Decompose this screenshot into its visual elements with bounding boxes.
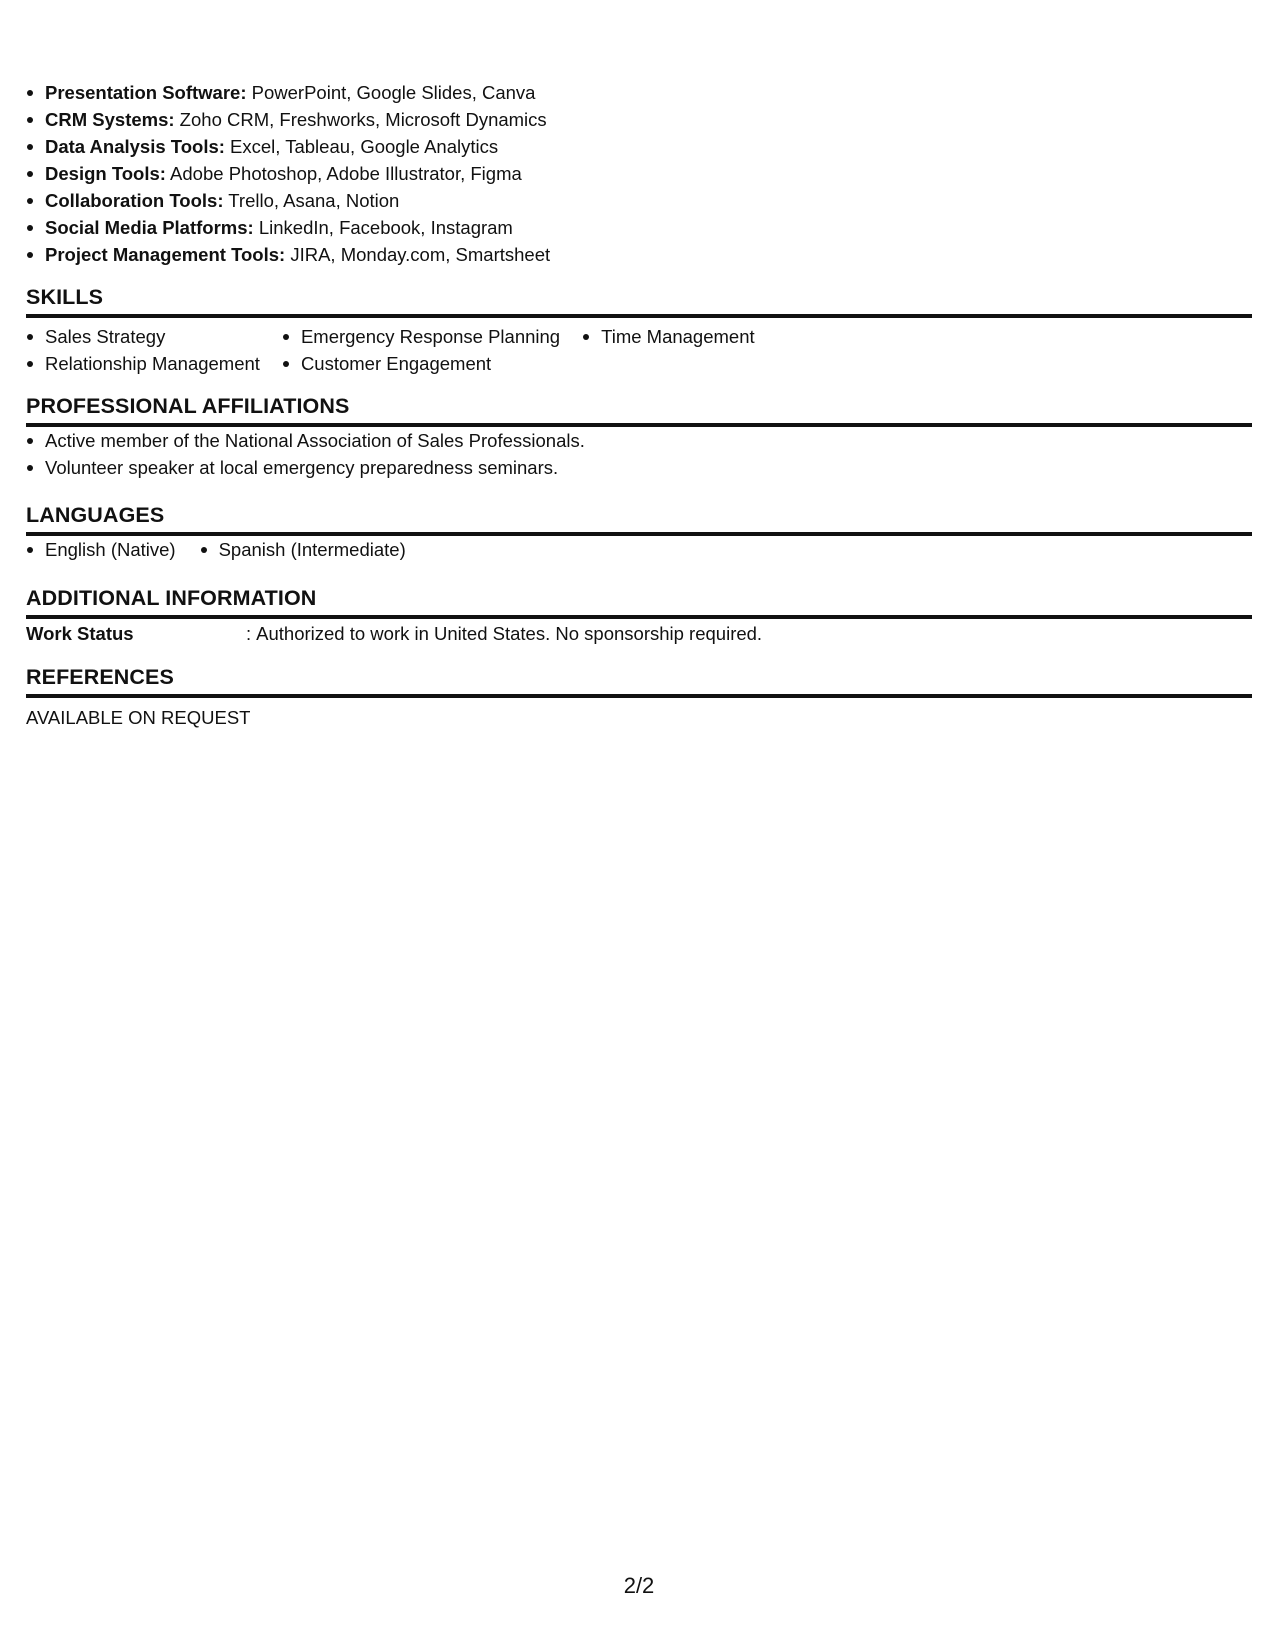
section-divider xyxy=(26,615,1252,619)
skills-column-1 xyxy=(26,323,260,377)
tool-item-presentation xyxy=(26,79,550,106)
tool-value: Zoho CRM, Freshworks, Microsoft Dynamics xyxy=(174,109,547,130)
work-status-label: Work Status xyxy=(26,623,134,644)
tool-value: JIRA, Monday.com, Smartsheet xyxy=(285,244,551,265)
tool-value: PowerPoint, Google Slides, Canva xyxy=(246,82,536,103)
section-divider xyxy=(26,314,1252,318)
tool-item-crm xyxy=(26,106,550,133)
resume-page xyxy=(26,0,1252,1650)
work-status-separator: : xyxy=(246,623,252,644)
tool-value: Excel, Tableau, Google Analytics xyxy=(224,136,499,157)
section-title-languages: LANGUAGES xyxy=(26,503,165,527)
additional-info-section xyxy=(26,584,1252,647)
languages-section xyxy=(26,501,1252,563)
work-status-value: Authorized to work in United States. No sponsorship required. xyxy=(256,623,763,644)
tool-item-collaboration xyxy=(26,187,550,214)
references-section xyxy=(26,663,1252,731)
tool-value: LinkedIn, Facebook, Instagram xyxy=(253,217,513,238)
skill-item: Sales Strategy xyxy=(26,323,260,350)
skill-item: Emergency Response Planning xyxy=(282,323,560,350)
tool-label: Data Analysis Tools: xyxy=(45,136,225,157)
tool-label: Presentation Software: xyxy=(45,82,247,103)
references-text: AVAILABLE ON REQUEST xyxy=(26,707,251,728)
affiliation-item: Active member of the National Association of Sales Professionals. xyxy=(26,427,1252,454)
skills-section xyxy=(26,283,1252,377)
tool-item-data-analysis xyxy=(26,133,550,160)
section-title-references: REFERENCES xyxy=(26,665,174,689)
tool-item-social-media xyxy=(26,214,550,241)
skill-item: Customer Engagement xyxy=(282,350,560,377)
tool-label: Social Media Platforms: xyxy=(45,217,254,238)
section-title-additional: ADDITIONAL INFORMATION xyxy=(26,586,317,610)
section-title-affiliations: PROFESSIONAL AFFILIATIONS xyxy=(26,394,350,418)
affiliations-list xyxy=(26,427,1252,481)
tool-value: Adobe Photoshop, Adobe Illustrator, Figma xyxy=(165,163,522,184)
tool-label: Collaboration Tools: xyxy=(45,190,224,211)
languages-list xyxy=(26,536,1252,563)
tool-label: Design Tools: xyxy=(45,163,166,184)
language-item: Spanish (Intermediate) xyxy=(200,536,406,563)
tool-label: CRM Systems: xyxy=(45,109,175,130)
skill-item: Relationship Management xyxy=(26,350,260,377)
affiliations-section xyxy=(26,392,1252,481)
section-divider xyxy=(26,694,1252,698)
skill-item: Time Management xyxy=(582,323,755,350)
tools-list xyxy=(26,79,550,268)
skills-columns xyxy=(26,323,1252,377)
skills-column-3 xyxy=(582,323,755,377)
skills-column-2 xyxy=(282,323,560,377)
affiliation-item: Volunteer speaker at local emergency preparedness seminars. xyxy=(26,454,1252,481)
language-item: English (Native) xyxy=(26,536,176,563)
tool-label: Project Management Tools: xyxy=(45,244,286,265)
page-number: 2/2 xyxy=(623,1573,655,1598)
tool-item-project-management xyxy=(26,241,550,268)
section-title-skills: SKILLS xyxy=(26,285,104,309)
tool-item-design xyxy=(26,160,550,187)
tool-value: Trello, Asana, Notion xyxy=(223,190,400,211)
work-status-row xyxy=(26,620,1252,647)
